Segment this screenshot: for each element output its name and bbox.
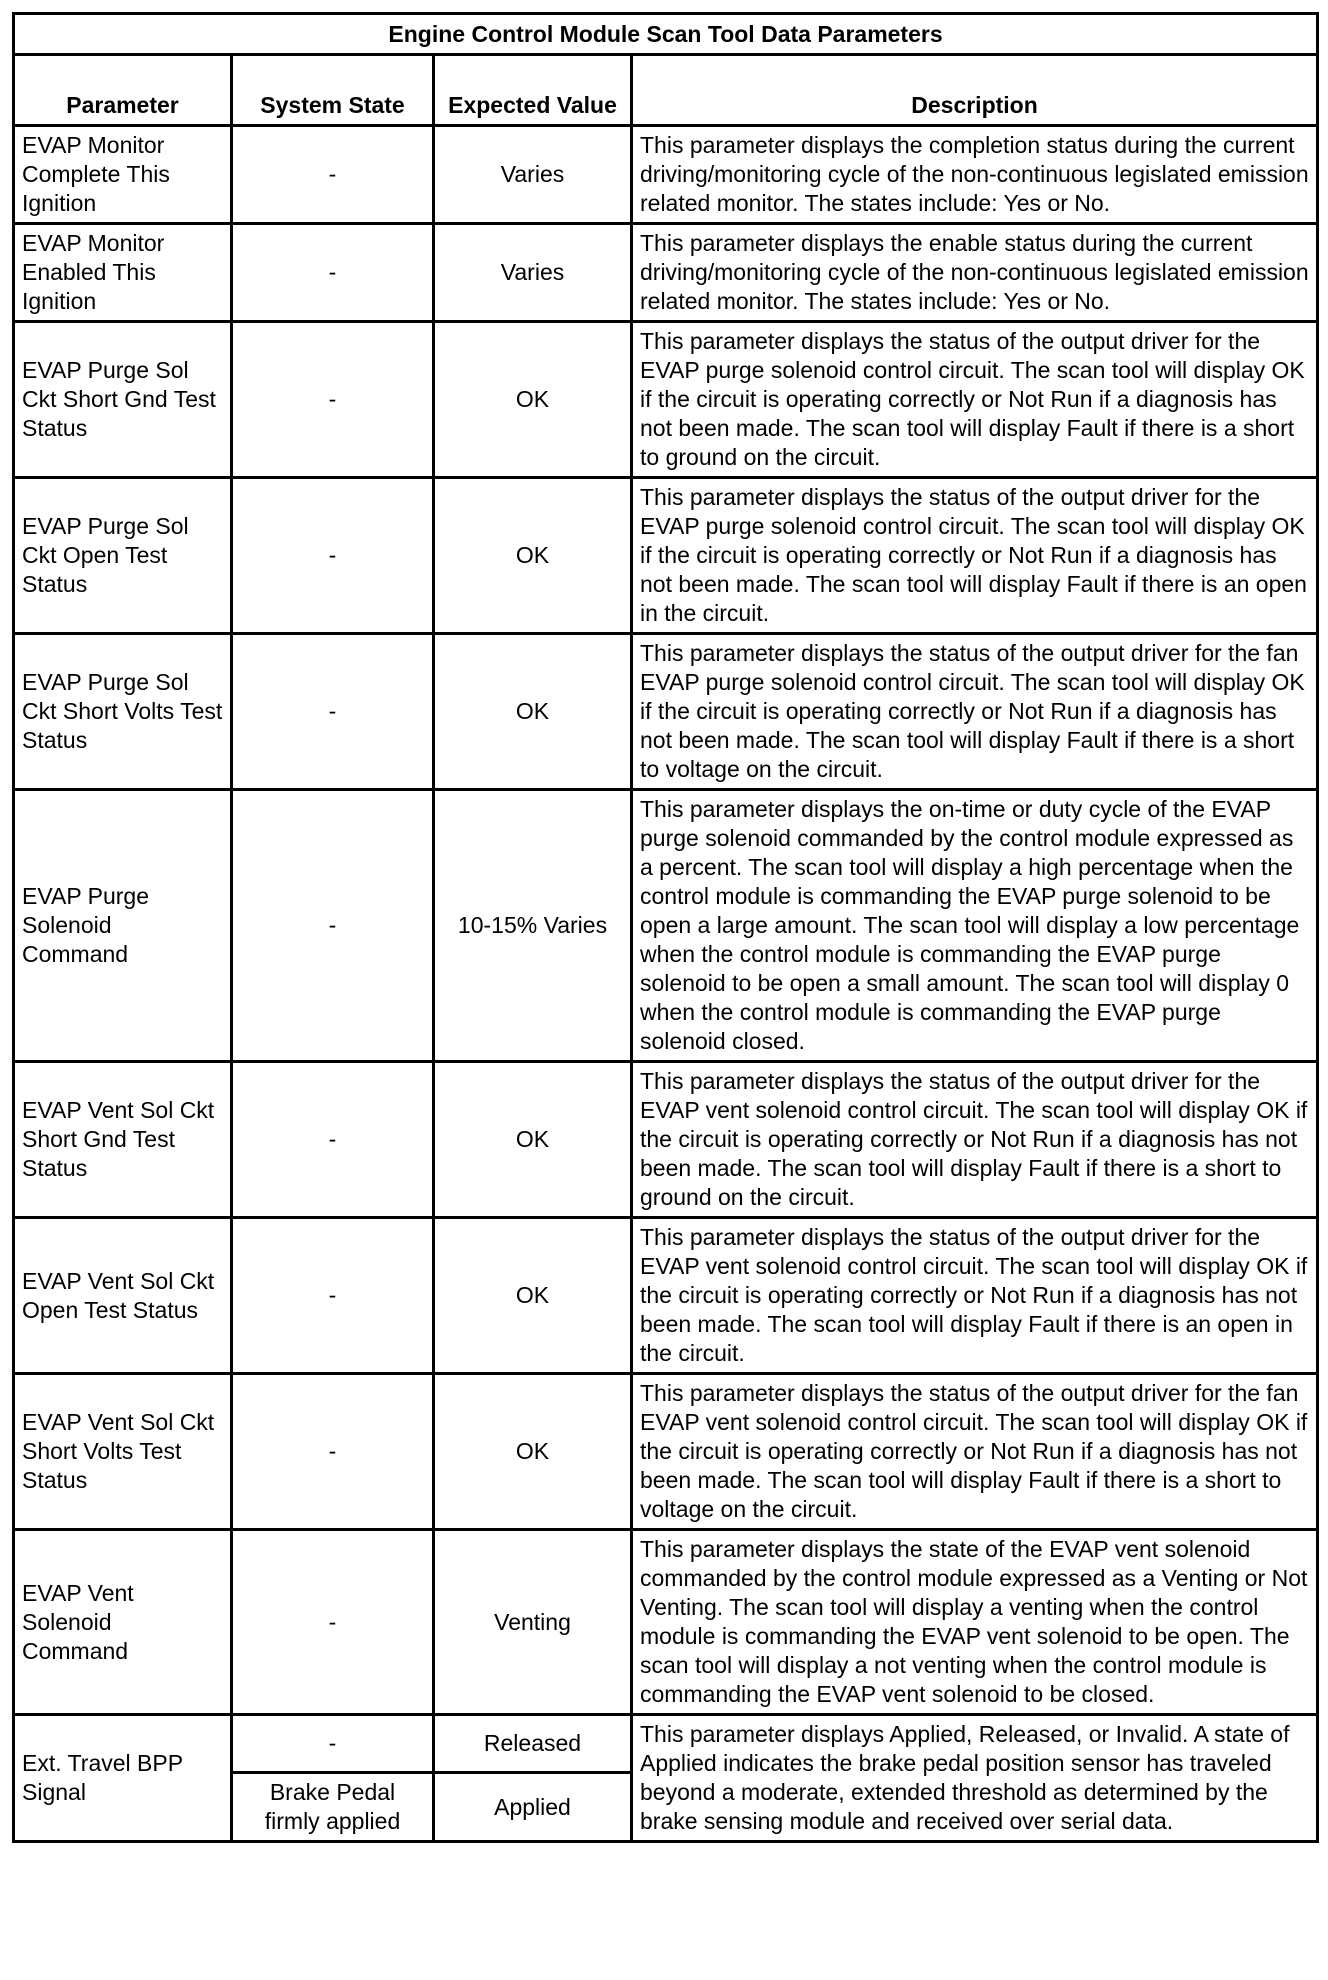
expected-value-cell: Venting	[434, 1530, 632, 1715]
parameter-cell: EVAP Purge Sol Ckt Short Volts Test Status	[14, 634, 232, 790]
system-state-cell: -	[232, 478, 434, 634]
table-row	[14, 1530, 1318, 1715]
description-cell: This parameter displays the status of the output driver for the EVAP vent solenoid control circuit. The scan tool will display OK if the circuit is operating correctly or Not Run if a diagnosis has not been made. The scan tool will display Fault if there is an open in the circuit.	[632, 1218, 1318, 1374]
system-state-cell: -	[232, 1374, 434, 1530]
header-expected-value: Expected Value	[434, 55, 632, 126]
system-state-cell: -	[232, 1218, 434, 1374]
expected-value-cell: OK	[434, 1218, 632, 1374]
system-state-cell: Brake Pedal firmly applied	[232, 1773, 434, 1842]
table-row	[14, 1374, 1318, 1530]
system-state-cell: -	[232, 790, 434, 1062]
scan-tool-data-table	[12, 12, 1319, 1843]
system-state-cell: -	[232, 1062, 434, 1218]
description-cell: This parameter displays the status of the output driver for the EVAP purge solenoid control circuit. The scan tool will display OK if the circuit is operating correctly or Not Run if a diagnosis has not been made. The scan tool will display Fault if there is an open in the circuit.	[632, 478, 1318, 634]
expected-value-cell: OK	[434, 1062, 632, 1218]
expected-value-cell: Applied	[434, 1773, 632, 1842]
parameter-cell: EVAP Purge Sol Ckt Open Test Status	[14, 478, 232, 634]
table-title: Engine Control Module Scan Tool Data Parameters	[14, 14, 1318, 55]
parameter-cell: Ext. Travel BPP Signal	[14, 1715, 232, 1842]
header-parameter: Parameter	[14, 55, 232, 126]
description-cell: This parameter displays the enable status during the current driving/monitoring cycle of the non-continuous legislated emission related monitor. The states include: Yes or No.	[632, 224, 1318, 322]
expected-value-cell: OK	[434, 478, 632, 634]
description-cell: This parameter displays the state of the EVAP vent solenoid commanded by the control module expressed as a Venting or Not Venting. The scan tool will display a venting when the control module is commanding the EVAP vent solenoid to be open. The scan tool will display a not venting when the control module is commanding the EVAP vent solenoid to be closed.	[632, 1530, 1318, 1715]
expected-value-cell: Varies	[434, 126, 632, 224]
expected-value-cell: Varies	[434, 224, 632, 322]
parameter-cell: EVAP Vent Sol Ckt Open Test Status	[14, 1218, 232, 1374]
expected-value-cell: OK	[434, 322, 632, 478]
description-cell: This parameter displays the on-time or duty cycle of the EVAP purge solenoid commanded by the control module expressed as a percent. The scan tool will display a high percentage when the control module is commanding the EVAP purge solenoid to be open a large amount. The scan tool will display a low percentage when the control module is commanding the EVAP purge solenoid to be open a small amount. The scan tool will display 0 when the control module is commanding the EVAP purge solenoid closed.	[632, 790, 1318, 1062]
parameter-cell: EVAP Vent Sol Ckt Short Gnd Test Status	[14, 1062, 232, 1218]
expected-value-cell: OK	[434, 1374, 632, 1530]
table-row	[14, 790, 1318, 1062]
system-state-cell: -	[232, 1530, 434, 1715]
header-system-state: System State	[232, 55, 434, 126]
parameter-cell: EVAP Monitor Enabled This Ignition	[14, 224, 232, 322]
description-cell: This parameter displays the status of the output driver for the EVAP purge solenoid control circuit. The scan tool will display OK if the circuit is operating correctly or Not Run if a diagnosis has not been made. The scan tool will display Fault if there is a short to ground on the circuit.	[632, 322, 1318, 478]
table-row	[14, 322, 1318, 478]
description-cell: This parameter displays the status of the output driver for the fan EVAP vent solenoid control circuit. The scan tool will display OK if the circuit is operating correctly or Not Run if a diagnosis has not been made. The scan tool will display Fault if there is a short to voltage on the circuit.	[632, 1374, 1318, 1530]
header-description: Description	[632, 55, 1318, 126]
parameter-cell: EVAP Vent Sol Ckt Short Volts Test Status	[14, 1374, 232, 1530]
system-state-cell: -	[232, 322, 434, 478]
table-row	[14, 1218, 1318, 1374]
system-state-cell: -	[232, 224, 434, 322]
description-cell: This parameter displays the completion status during the current driving/monitoring cycle of the non-continuous legislated emission related monitor. The states include: Yes or No.	[632, 126, 1318, 224]
expected-value-cell: Released	[434, 1715, 632, 1773]
parameter-cell: EVAP Purge Sol Ckt Short Gnd Test Status	[14, 322, 232, 478]
parameter-cell: EVAP Purge Solenoid Command	[14, 790, 232, 1062]
parameter-cell: EVAP Vent Solenoid Command	[14, 1530, 232, 1715]
system-state-cell: -	[232, 634, 434, 790]
expected-value-cell: OK	[434, 634, 632, 790]
system-state-cell: -	[232, 126, 434, 224]
description-cell: This parameter displays the status of the output driver for the EVAP vent solenoid control circuit. The scan tool will display OK if the circuit is operating correctly or Not Run if a diagnosis has not been made. The scan tool will display Fault if there is a short to ground on the circuit.	[632, 1062, 1318, 1218]
table-row	[14, 224, 1318, 322]
table-row	[14, 634, 1318, 790]
parameter-cell: EVAP Monitor Complete This Ignition	[14, 126, 232, 224]
table-title-row	[14, 14, 1318, 55]
system-state-cell: -	[232, 1715, 434, 1773]
expected-value-cell: 10-15% Varies	[434, 790, 632, 1062]
table-row	[14, 1715, 1318, 1773]
description-cell: This parameter displays the status of the output driver for the fan EVAP purge solenoid control circuit. The scan tool will display OK if the circuit is operating correctly or Not Run if a diagnosis has not been made. The scan tool will display Fault if there is a short to voltage on the circuit.	[632, 634, 1318, 790]
table-header-row	[14, 55, 1318, 126]
description-cell: This parameter displays Applied, Released, or Invalid. A state of Applied indicates the brake pedal position sensor has traveled beyond a moderate, extended threshold as determined by the brake sensing module and received over serial data.	[632, 1715, 1318, 1842]
table-row	[14, 478, 1318, 634]
table-row	[14, 126, 1318, 224]
table-row	[14, 1062, 1318, 1218]
